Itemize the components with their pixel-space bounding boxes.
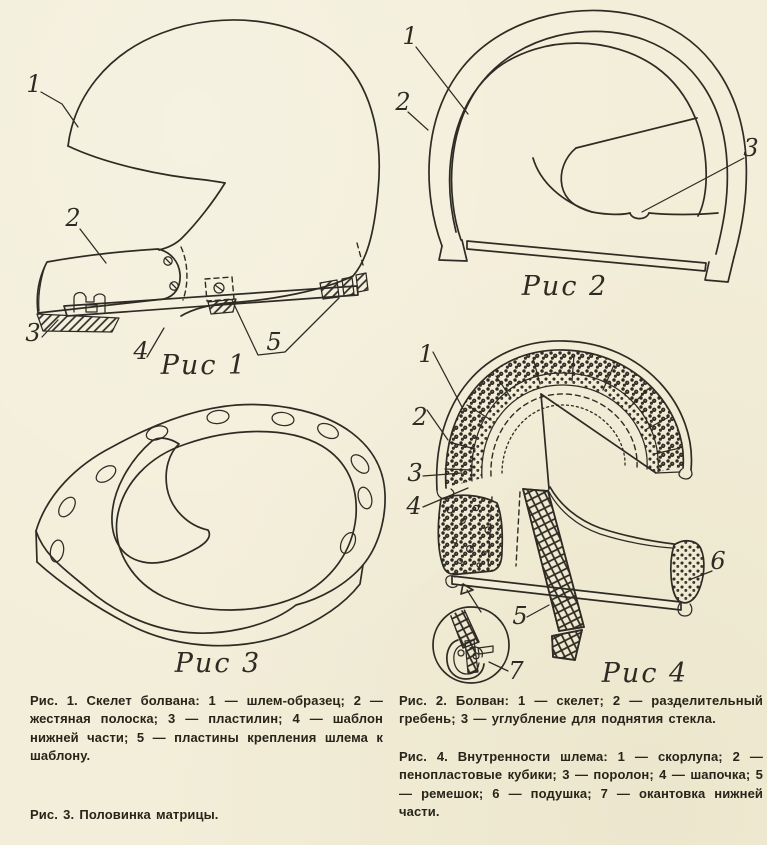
figure-4-drawing [405, 340, 725, 689]
caption-fig3: Рис. 3. Половинка матрицы. [30, 807, 219, 822]
fig1-callout-4: 4 [133, 337, 149, 365]
fig2-callout-1: 1 [402, 22, 418, 50]
fig4-callout-1: 1 [418, 340, 434, 368]
fig1-callout-2: 2 [65, 204, 81, 232]
fig4-callout-5: 5 [512, 602, 528, 630]
fig4-label: Рис 4 [601, 658, 689, 689]
fig4-callout-4: 4 [406, 492, 422, 520]
fig1-callout-5: 5 [266, 328, 282, 356]
fig1-leader-2 [80, 229, 106, 263]
fig4-leader-5 [527, 605, 549, 617]
fig4-detail-arrow [467, 590, 481, 612]
fig4-callout-2: 2 [412, 403, 428, 431]
fig1-callout-1: 1 [26, 70, 42, 98]
fig2-callout-3: 3 [743, 134, 759, 162]
fig2-label: Рис 2 [521, 271, 609, 302]
figure-1-drawing [25, 20, 379, 381]
fig2-leader-3 [642, 158, 744, 212]
figure-3-drawing [36, 405, 385, 679]
fig2-callout-2: 2 [395, 88, 411, 116]
caption-fig2: Рис. 2. Болван: 1 — скелет; 2 — разделительный гребень; 3 — углубление для поднятия стекла. [399, 693, 763, 727]
caption-fig4: Рис. 4. Внутренности шлема: 1 — скорлупа; 2 — пенопластовые кубики; 3 — поролон; 4 — шапочка; 5 — ремешок; 6 — подушка; 7 — окантовка нижней части. [399, 749, 763, 820]
fig4-callout-7: 7 [508, 657, 524, 685]
fig1-leader-5 [232, 298, 339, 355]
caption-fig1: Рис. 1. Скелет болвана: 1 — шлем-образец; 2 — жестяная полоска; 3 — пластилин; 4 — шаблон нижней части; 5 — пластины крепления шлема к шаблону. [30, 693, 383, 764]
figure-2-drawing [394, 10, 758, 302]
fig1-callout-3: 3 [25, 319, 41, 347]
fig1-label: Рис 1 [160, 350, 248, 381]
fig4-leader-1 [433, 352, 463, 409]
fig3-label: Рис 3 [174, 648, 262, 679]
fig4-callout-3: 3 [407, 459, 423, 487]
fig2-leader-2 [408, 112, 428, 130]
fig4-callout-6: 6 [710, 547, 726, 575]
